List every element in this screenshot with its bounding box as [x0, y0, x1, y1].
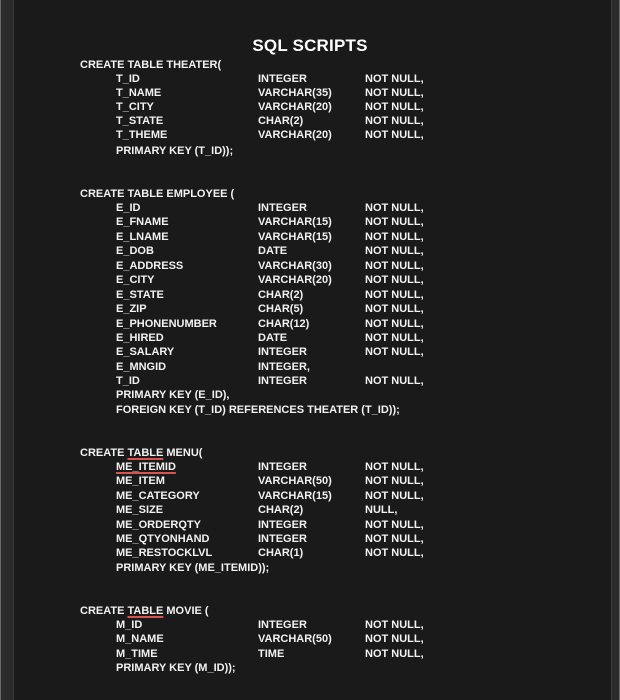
column-name: ME_SIZE: [116, 504, 164, 516]
column-type: INTEGER: [258, 73, 307, 85]
column-type: VARCHAR(15): [258, 490, 332, 502]
column-null: NOT NULL,: [365, 490, 424, 502]
column-type: DATE: [258, 332, 288, 344]
column-null: NOT NULL,: [365, 101, 424, 113]
column-type: VARCHAR(20): [258, 274, 332, 286]
column-null: NOT NULL,: [365, 274, 424, 286]
column-null: NOT NULL,: [365, 648, 424, 660]
create-keyword: CREATE: [80, 605, 128, 617]
column-type: INTEGER: [258, 375, 307, 387]
primary-key-line: PRIMARY KEY (M_ID));: [116, 662, 236, 674]
column-name: T_NAME: [116, 87, 162, 99]
column-null: NOT NULL,: [365, 318, 424, 330]
column-null: NOT NULL,: [365, 245, 424, 257]
column-null: NOT NULL,: [365, 289, 424, 301]
column-type: VARCHAR(30): [258, 260, 332, 272]
column-name: T_ID: [116, 73, 140, 85]
column-type: VARCHAR(35): [258, 87, 332, 99]
column-null: NOT NULL,: [365, 87, 424, 99]
column-name: ME_ITEM: [116, 475, 165, 487]
column-name: E_FNAME: [116, 216, 169, 228]
column-type: CHAR(2): [258, 289, 304, 301]
column-name: ME_QTYONHAND: [116, 533, 210, 545]
create-table-theater: CREATE TABLE THEATER(: [80, 59, 222, 71]
column-null: NOT NULL,: [365, 202, 424, 214]
column-type: INTEGER: [258, 619, 307, 631]
column-name: E_PHONENUMBER: [116, 318, 217, 330]
column-null: NOT NULL,: [365, 231, 424, 243]
create-table-menu: [80, 446, 202, 460]
column-name: E_HIRED: [116, 332, 164, 344]
document-title: SQL SCRIPTS: [252, 36, 368, 55]
column-name: T_CITY: [116, 101, 154, 113]
create-table-employee: CREATE TABLE EMPLOYEE (: [80, 188, 235, 200]
column-type: INTEGER: [258, 461, 307, 473]
column-name: [116, 460, 176, 474]
column-name: E_DOB: [116, 245, 154, 257]
column-null: NOT NULL,: [365, 547, 424, 559]
column-type: CHAR(5): [258, 303, 304, 315]
spellcheck-underline: ME_ITEMID: [116, 461, 176, 473]
foreign-key-line: FOREIGN KEY (T_ID) REFERENCES THEATER (T_ID));: [116, 404, 400, 416]
column-name: ME_ORDERQTY: [116, 519, 201, 531]
column-type: INTEGER: [258, 346, 307, 358]
column-type: INTEGER: [258, 533, 307, 545]
column-name: M_ID: [116, 619, 143, 631]
column-name: T_STATE: [116, 115, 164, 127]
primary-key-line: PRIMARY KEY (ME_ITEMID));: [116, 562, 270, 574]
column-null: NOT NULL,: [365, 519, 424, 531]
column-name: E_CITY: [116, 274, 155, 286]
column-name: T_THEME: [116, 129, 168, 141]
table-name: MOVIE (: [163, 605, 209, 617]
column-name: E_ZIP: [116, 303, 147, 315]
column-null: NOT NULL,: [365, 129, 424, 141]
column-type: INTEGER: [258, 519, 307, 531]
column-type: CHAR(12): [258, 318, 310, 330]
table-name: MENU(: [163, 447, 203, 459]
column-null: NOT NULL,: [365, 461, 424, 473]
column-name: ME_RESTOCKLVL: [116, 547, 213, 559]
spellcheck-underline: TABLE: [127, 605, 164, 617]
spellcheck-underline: TABLE: [127, 447, 164, 459]
column-null: NOT NULL,: [365, 475, 424, 487]
column-null: NOT NULL,: [365, 346, 424, 358]
column-null: NULL,: [365, 504, 398, 516]
primary-key-line: PRIMARY KEY (T_ID));: [116, 145, 234, 157]
column-null: NOT NULL,: [365, 533, 424, 545]
column-type: INTEGER,: [258, 361, 310, 373]
column-null: NOT NULL,: [365, 619, 424, 631]
column-name: ME_CATEGORY: [116, 490, 200, 502]
column-type: DATE: [258, 245, 288, 257]
column-null: NOT NULL,: [365, 73, 424, 85]
column-type: VARCHAR(15): [258, 231, 332, 243]
column-type: CHAR(2): [258, 115, 304, 127]
column-type: VARCHAR(50): [258, 475, 332, 487]
column-null: NOT NULL,: [365, 633, 424, 645]
column-name: T_ID: [116, 375, 140, 387]
column-type: INTEGER: [258, 202, 307, 214]
column-type: TIME: [258, 648, 285, 660]
column-null: NOT NULL,: [365, 332, 424, 344]
column-name: E_ADDRESS: [116, 260, 184, 272]
column-null: NOT NULL,: [365, 375, 424, 387]
column-type: VARCHAR(15): [258, 216, 332, 228]
column-name: E_STATE: [116, 289, 164, 301]
create-table-movie: [80, 604, 209, 618]
column-null: NOT NULL,: [365, 260, 424, 272]
primary-key-line: PRIMARY KEY (E_ID),: [116, 389, 230, 401]
column-name: E_ID: [116, 202, 141, 214]
column-type: VARCHAR(50): [258, 633, 332, 645]
column-name: E_SALARY: [116, 346, 175, 358]
column-type: VARCHAR(20): [258, 101, 332, 113]
column-name: E_LNAME: [116, 231, 169, 243]
column-null: NOT NULL,: [365, 115, 424, 127]
create-keyword: CREATE: [80, 447, 128, 459]
column-type: VARCHAR(20): [258, 129, 332, 141]
column-null: NOT NULL,: [365, 216, 424, 228]
column-name: M_TIME: [116, 648, 158, 660]
column-null: NOT NULL,: [365, 303, 424, 315]
column-type: CHAR(1): [258, 547, 304, 559]
column-name: E_MNGID: [116, 361, 167, 373]
column-name: M_NAME: [116, 633, 164, 645]
column-type: CHAR(2): [258, 504, 304, 516]
